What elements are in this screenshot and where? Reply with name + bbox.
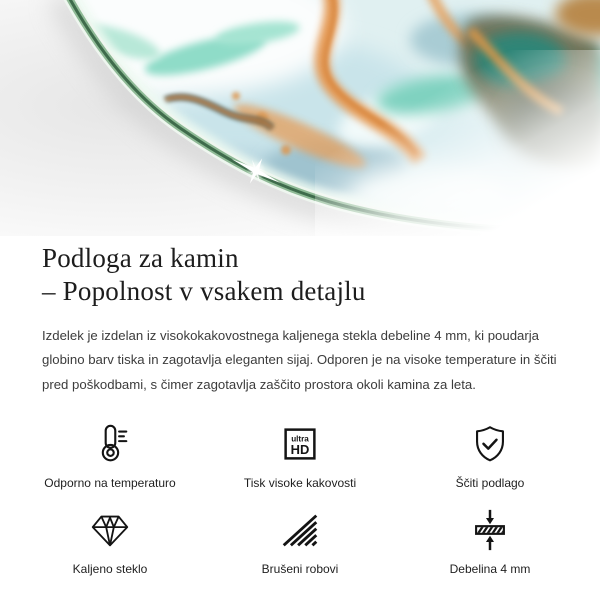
thickness-icon bbox=[467, 507, 513, 553]
diamond-icon bbox=[87, 507, 133, 553]
feature-print-quality bbox=[205, 421, 395, 490]
feature-label: Tisk visoke kakovosti bbox=[243, 476, 357, 491]
feature-temperature bbox=[15, 421, 205, 490]
feature-label: Odporno na temperaturo bbox=[44, 476, 176, 491]
ultra-hd-icon-text-top: ultra bbox=[291, 434, 309, 444]
beveled-edges-icon bbox=[277, 507, 323, 553]
feature-label: Kaljeno steklo bbox=[72, 562, 148, 577]
feature-grid bbox=[0, 421, 600, 576]
thermometer-icon bbox=[87, 421, 133, 467]
hero-fade-overlay bbox=[315, 50, 600, 236]
product-description: Izdelek je izdelan iz visokokakovostnega kaljenega stekla debeline 4 mm, ki poudarja globino barv tiska in zagotavlja eleganten sijaj. Odporen je na visoke temperature in ščiti pred poškodbami, s čimer zagotavlja zaščito prostora okoli kamina za leta. bbox=[42, 327, 557, 392]
ultra-hd-icon-text-bottom: HD bbox=[290, 442, 310, 458]
feature-tempered-glass bbox=[15, 507, 205, 576]
feature-label: Ščiti podlago bbox=[455, 476, 525, 491]
page-title-line2: – Popolnost v vsakem detajlu bbox=[42, 276, 366, 307]
product-copy bbox=[0, 242, 600, 397]
product-hero bbox=[0, 0, 600, 236]
tempered-glass-panel-image bbox=[0, 0, 600, 236]
feature-label: Debelina 4 mm bbox=[449, 562, 531, 577]
ultra-hd-icon bbox=[277, 421, 323, 467]
page-title bbox=[42, 242, 578, 309]
feature-protects-surface bbox=[395, 421, 585, 490]
feature-thickness bbox=[395, 507, 585, 576]
feature-beveled-edges bbox=[205, 507, 395, 576]
feature-label: Brušeni robovi bbox=[261, 562, 339, 577]
shield-check-icon bbox=[467, 421, 513, 467]
page-title-line1: Podloga za kamin bbox=[42, 243, 239, 273]
